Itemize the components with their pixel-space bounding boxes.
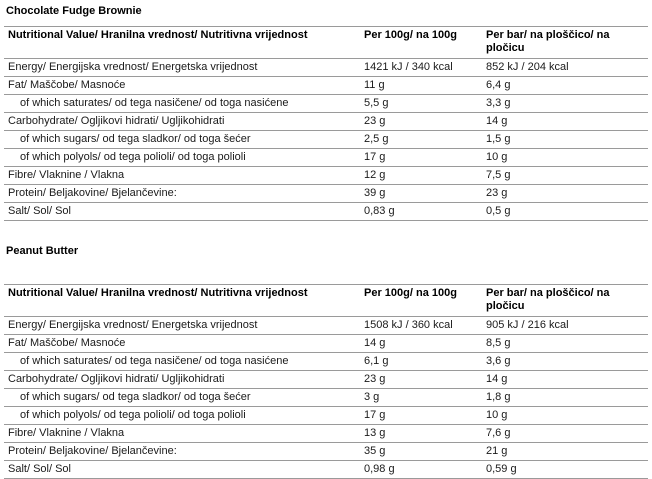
column-header-per-100g: Per 100g/ na 100g [360, 27, 482, 59]
row-label: of which sugars/ od tega sladkor/ od toga šećer [4, 131, 360, 149]
row-value-per-100g: 17 g [360, 407, 482, 425]
row-value-per-bar: 0,59 g [482, 461, 648, 479]
row-value-per-bar: 1,5 g [482, 131, 648, 149]
row-value-per-100g: 35 g [360, 443, 482, 461]
row-value-per-100g: 11 g [360, 77, 482, 95]
row-label: of which sugars/ od tega sladkor/ od toga šećer [4, 389, 360, 407]
row-value-per-bar: 10 g [482, 149, 648, 167]
row-value-per-bar: 852 kJ / 204 kcal [482, 59, 648, 77]
table-row [4, 425, 648, 443]
table-row [4, 113, 648, 131]
row-label: Salt/ Sol/ Sol [4, 203, 360, 221]
row-value-per-bar: 7,6 g [482, 425, 648, 443]
column-header-per-bar: Per bar/ na ploščico/ na pločicu [482, 285, 648, 317]
table-row [4, 317, 648, 335]
row-value-per-bar: 14 g [482, 113, 648, 131]
row-value-per-100g: 3 g [360, 389, 482, 407]
table-row [4, 335, 648, 353]
row-value-per-100g: 1421 kJ / 340 kcal [360, 59, 482, 77]
row-label: Protein/ Beljakovine/ Bjelančevine: [4, 443, 360, 461]
row-label: Protein/ Beljakovine/ Bjelančevine: [4, 185, 360, 203]
row-label: Energy/ Energijska vrednost/ Energetska vrijednost [4, 59, 360, 77]
row-value-per-bar: 8,5 g [482, 335, 648, 353]
table-row [4, 443, 648, 461]
row-label: of which saturates/ od tega nasičene/ od toga nasićene [4, 95, 360, 113]
row-label: Fat/ Maščobe/ Masnoće [4, 335, 360, 353]
table-header-row [4, 27, 648, 59]
row-value-per-bar: 3,3 g [482, 95, 648, 113]
table-row [4, 95, 648, 113]
row-value-per-100g: 13 g [360, 425, 482, 443]
column-header-per-bar: Per bar/ na ploščico/ na pločicu [482, 27, 648, 59]
row-value-per-100g: 6,1 g [360, 353, 482, 371]
row-value-per-bar: 6,4 g [482, 77, 648, 95]
row-value-per-bar: 21 g [482, 443, 648, 461]
row-value-per-100g: 14 g [360, 335, 482, 353]
row-label: Fibre/ Vlaknine / Vlakna [4, 425, 360, 443]
row-value-per-bar: 10 g [482, 407, 648, 425]
table-row [4, 77, 648, 95]
row-value-per-bar: 905 kJ / 216 kcal [482, 317, 648, 335]
table-row [4, 59, 648, 77]
row-value-per-bar: 3,6 g [482, 353, 648, 371]
section-title-chocolate-fudge-brownie: Chocolate Fudge Brownie [6, 5, 142, 17]
row-value-per-100g: 23 g [360, 371, 482, 389]
table-row [4, 167, 648, 185]
nutrition-table-peanut-butter [4, 284, 648, 479]
row-value-per-100g: 0,98 g [360, 461, 482, 479]
row-label: of which polyols/ od tega polioli/ od toga polioli [4, 407, 360, 425]
row-value-per-bar: 23 g [482, 185, 648, 203]
row-label: of which saturates/ od tega nasičene/ od toga nasićene [4, 353, 360, 371]
column-header-nutritional-value: Nutritional Value/ Hranilna vrednost/ Nutritivna vrijednost [4, 27, 360, 59]
row-label: Energy/ Energijska vrednost/ Energetska vrijednost [4, 317, 360, 335]
table-row [4, 131, 648, 149]
row-label: Fat/ Maščobe/ Masnoće [4, 77, 360, 95]
row-value-per-100g: 5,5 g [360, 95, 482, 113]
section-title-peanut-butter: Peanut Butter [6, 245, 79, 257]
row-label: Salt/ Sol/ Sol [4, 461, 360, 479]
row-value-per-100g: 23 g [360, 113, 482, 131]
row-value-per-100g: 12 g [360, 167, 482, 185]
table-row [4, 461, 648, 479]
row-value-per-100g: 0,83 g [360, 203, 482, 221]
row-value-per-100g: 2,5 g [360, 131, 482, 149]
table-row [4, 407, 648, 425]
table-row [4, 371, 648, 389]
row-label: Fibre/ Vlaknine / Vlakna [4, 167, 360, 185]
table-row [4, 185, 648, 203]
row-label: Carbohydrate/ Ogljikovi hidrati/ Ugljikohidrati [4, 371, 360, 389]
column-header-per-100g: Per 100g/ na 100g [360, 285, 482, 317]
table-row [4, 149, 648, 167]
nutrition-table-chocolate-fudge-brownie [4, 26, 648, 221]
table-row [4, 203, 648, 221]
table-row [4, 389, 648, 407]
row-value-per-bar: 14 g [482, 371, 648, 389]
column-header-nutritional-value: Nutritional Value/ Hranilna vrednost/ Nutritivna vrijednost [4, 285, 360, 317]
row-value-per-100g: 1508 kJ / 360 kcal [360, 317, 482, 335]
table-header-row [4, 285, 648, 317]
table-row [4, 353, 648, 371]
row-value-per-bar: 1,8 g [482, 389, 648, 407]
row-label: of which polyols/ od tega polioli/ od toga polioli [4, 149, 360, 167]
row-label: Carbohydrate/ Ogljikovi hidrati/ Ugljikohidrati [4, 113, 360, 131]
row-value-per-100g: 39 g [360, 185, 482, 203]
row-value-per-100g: 17 g [360, 149, 482, 167]
row-value-per-bar: 0,5 g [482, 203, 648, 221]
row-value-per-bar: 7,5 g [482, 167, 648, 185]
